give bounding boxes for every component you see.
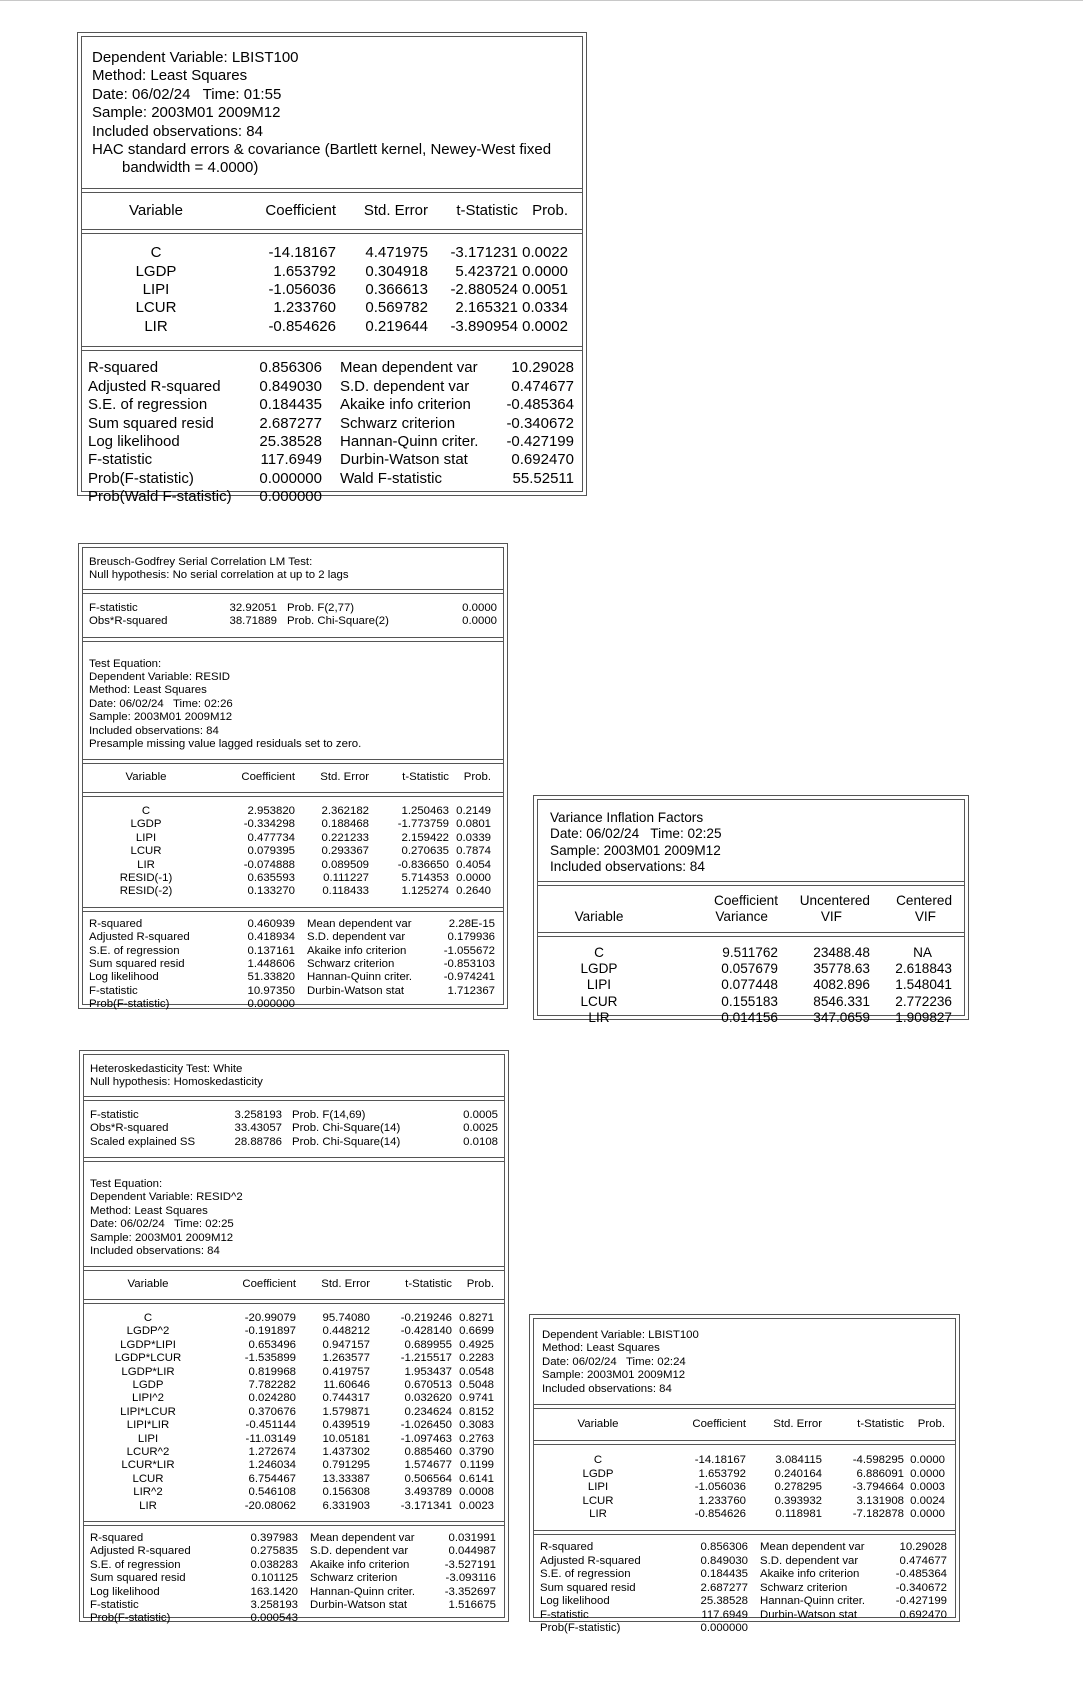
header-line: Date: 06/02/24 Time: 02:24: [542, 1355, 686, 1368]
column-header: Coefficient: [692, 1418, 746, 1431]
table-row: LIPI -1.056036 0.366613 -2.880524 0.0051: [142, 281, 568, 299]
stat-row: F-statistic 117.6949 Durbin-Watson stat 0.692470: [88, 451, 574, 469]
column-header: VIF: [820, 909, 842, 925]
table-row: C -14.18167 4.471975 -3.171231 0.0022: [150, 244, 568, 262]
header-line: Variance Inflation Factors: [550, 810, 704, 825]
table-row: LIPI 0.077448 4082.896 1.548041: [586, 977, 952, 993]
stat-row: Log likelihood 163.1420 Hannan-Quinn criter. -3.352697: [90, 1585, 496, 1598]
table-row: LGDP*LIPI 0.653496 0.947157 0.689955 0.4925: [120, 1338, 494, 1351]
header-line: Included observations: 84: [89, 724, 219, 737]
null-hypothesis: Null hypothesis: No serial correlation at up to 2 lags: [89, 569, 349, 582]
table-row: LCUR 0.155183 8546.331 2.772236: [580, 993, 952, 1009]
test-title: Breusch-Godfrey Serial Correlation LM Test:: [89, 556, 313, 568]
column-headers: [538, 893, 964, 926]
divider: [84, 1096, 504, 1101]
coefficient-table: [82, 244, 582, 336]
divider: [83, 907, 503, 912]
stat-row: Adjusted R-squared 0.849030 S.D. dependent var 0.474677: [88, 377, 574, 395]
header-line: Included observations: 84: [92, 122, 263, 140]
header-line: Date: 06/02/24 Time: 02:25: [550, 826, 722, 842]
null-hypothesis: Null hypothesis: Homoskedasticity: [90, 1076, 263, 1089]
stat-row: Prob(F-statistic) 0.000000: [89, 998, 295, 1011]
column-header: Coefficient: [242, 1278, 296, 1291]
column-header: Std. Error: [321, 1278, 370, 1291]
header-line: Test Equation:: [90, 1178, 163, 1191]
divider: [83, 792, 503, 797]
header-line: Dependent Variable: RESID^2: [90, 1191, 243, 1204]
column-header: Std. Error: [363, 201, 428, 219]
column-header: Variable: [577, 1418, 619, 1431]
stat-row: F-statistic 3.258193 Durbin-Watson stat 1.516675: [90, 1599, 496, 1611]
column-header: Prob.: [463, 771, 491, 784]
stat-row: Log likelihood 25.38528 Hannan-Quinn criter. -0.427199: [88, 432, 574, 450]
test-title: Heteroskedasticity Test: White: [90, 1063, 243, 1075]
coefficient-table: [534, 1454, 955, 1521]
divider: [534, 1440, 955, 1445]
main-regression-output: [77, 32, 587, 506]
header-line: Sample: 2003M01 2009M12: [90, 1231, 234, 1244]
divider: [82, 188, 582, 193]
divider: [534, 1404, 955, 1409]
table-row: LCUR 1.233760 0.393932 3.131908 0.0024: [582, 1494, 945, 1507]
header-line: Included observations: 84: [542, 1382, 672, 1395]
table-row: C -14.18167 3.084115 -4.598295 0.0000: [593, 1454, 945, 1467]
test-statistics: [84, 1109, 504, 1149]
stat-row: F-statistic 32.92051 Prob. F(2,77) 0.0000: [89, 601, 497, 614]
table-row: LIPI*LCUR 0.370676 1.579871 0.234624 0.8152: [120, 1405, 494, 1418]
table-row: LIPI^2 0.024280 0.744317 0.032620 0.9741: [132, 1392, 494, 1405]
stat-row: R-squared 0.460939 Mean dependent var 2.28E-15: [89, 917, 495, 930]
table-row: LIR -0.854626 0.219644 -3.890954 0.0002: [144, 317, 568, 335]
header-line: Included observations: 84: [90, 1245, 220, 1258]
column-header: Variable: [129, 201, 183, 219]
stat-row: Log likelihood 25.38528 Hannan-Quinn criter. -0.427199: [540, 1595, 947, 1608]
divider: [82, 229, 582, 234]
column-header: VIF: [914, 909, 936, 925]
stat-row: F-statistic 10.97350 Durbin-Watson stat 1.712367: [89, 984, 495, 997]
header-line: bandwidth = 4.0000): [122, 159, 259, 177]
column-header: Coefficient: [265, 201, 336, 219]
stat-row: Log likelihood 51.33820 Hannan-Quinn criter. -0.974241: [89, 971, 495, 984]
table-row: LIR^2 0.546108 0.156308 3.493789 0.0008: [133, 1486, 494, 1499]
table-row: C 2.953820 2.362182 1.250463 0.2149: [141, 804, 491, 817]
divider: [83, 589, 503, 594]
vif-table: [538, 945, 964, 1026]
variance-inflation-factors-output: [533, 795, 969, 1025]
column-header: Uncentered: [799, 893, 870, 909]
divider: [84, 1521, 504, 1526]
column-headers: [534, 1418, 955, 1431]
table-row: LGDP*LCUR -1.535899 1.263577 -1.215517 0.2283: [114, 1352, 494, 1365]
table-row: RESID(-1) 0.635593 0.111227 5.714353 0.0000: [119, 871, 491, 884]
table-row: LIR -0.074888 0.089509 -0.836650 0.4054: [137, 858, 491, 871]
coefficient-table: [84, 1312, 504, 1513]
divider: [82, 346, 582, 351]
table-row: LCUR^2 1.272674 1.437302 0.885460 0.3790: [126, 1445, 494, 1458]
column-header: t-Statistic: [402, 771, 449, 784]
column-header: t-Statistic: [456, 201, 518, 219]
stat-row: Sum squared resid 2.687277 Schwarz criterion -0.340672: [540, 1581, 947, 1594]
table-row: LIR -0.854626 0.118981 -7.182878 0.0000: [589, 1508, 945, 1521]
column-header: Prob.: [917, 1418, 945, 1431]
column-header: Prob.: [532, 201, 568, 219]
table-row: LCUR 0.079395 0.293367 0.270635 0.7874: [130, 845, 491, 858]
header-line: Sample: 2003M01 2009M12: [89, 711, 233, 724]
stat-row: S.E. of regression 0.184435 Akaike info criterion -0.485364: [88, 396, 574, 414]
table-row: LIPI*LIR -0.451144 0.439519 -1.026450 0.3083: [126, 1419, 494, 1432]
column-header: Coefficient: [241, 771, 295, 784]
column-header: Std. Error: [320, 771, 369, 784]
header-line: Date: 06/02/24 Time: 02:26: [89, 697, 233, 710]
header-line: Date: 06/02/24 Time: 02:25: [90, 1218, 234, 1231]
header-line: Presample missing value lagged residuals set to zero.: [89, 738, 362, 751]
column-header: Coefficient: [714, 893, 778, 909]
stat-row: Prob(Wald F-statistic) 0.000000: [88, 488, 322, 506]
table-row: LGDP 1.653792 0.304918 5.423721 0.0000: [135, 262, 568, 280]
stat-row: Adjusted R-squared 0.418934 S.D. dependent var 0.179936: [89, 931, 495, 944]
table-row: C -20.99079 95.74080 -0.219246 0.8271: [143, 1311, 494, 1324]
summary-statistics: [534, 1541, 955, 1635]
column-headers: [83, 771, 503, 784]
column-header: Variable: [574, 909, 624, 925]
stat-row: R-squared 0.856306 Mean dependent var 10.29028: [540, 1541, 947, 1554]
header-line: Method: Least Squares: [542, 1342, 660, 1355]
header-line: HAC standard errors & covariance (Bartlett kernel, Newey-West fixed: [92, 141, 552, 159]
stat-row: S.E. of regression 0.038283 Akaike info criterion -3.527191: [90, 1558, 496, 1571]
table-row: LIPI -11.03149 10.05181 -1.097463 0.2763: [137, 1432, 494, 1445]
stat-row: Prob(F-statistic) 0.000000 Wald F-statistic 55.52511: [88, 469, 574, 487]
top-divider: [0, 0, 1083, 1]
table-row: LGDP -0.334298 0.188468 -1.773759 0.0801: [130, 818, 491, 831]
stat-row: F-statistic 3.258193 Prob. F(14,69) 0.0005: [90, 1108, 498, 1121]
breusch-godfrey-test-output: [78, 543, 508, 1009]
ols-regression-output: [529, 1314, 960, 1634]
header-line: Sample: 2003M01 2009M12: [550, 842, 721, 858]
stat-row: Sum squared resid 2.687277 Schwarz criterion -0.340672: [88, 414, 574, 432]
column-header: Std. Error: [773, 1418, 822, 1431]
table-row: LCUR 1.233760 0.569782 2.165321 0.0334: [135, 299, 568, 317]
header-line: Included observations: 84: [550, 858, 705, 874]
header-line: Dependent Variable: LBIST100: [92, 49, 299, 66]
column-header: t-Statistic: [857, 1418, 904, 1431]
column-headers: [84, 1278, 504, 1291]
divider: [84, 1299, 504, 1304]
summary-statistics: [82, 359, 582, 506]
summary-statistics: [84, 1532, 504, 1626]
divider: [83, 759, 503, 764]
table-row: LGDP 7.782282 11.60646 0.670513 0.5048: [132, 1378, 494, 1391]
stat-row: R-squared 0.856306 Mean dependent var 10.29028: [88, 359, 574, 377]
stat-row: Obs*R-squared 38.71889 Prob. Chi-Square(2) 0.0000: [89, 615, 497, 628]
table-row: LIPI -1.056036 0.278295 -3.794664 0.0003: [587, 1481, 945, 1494]
column-header: Variable: [127, 1278, 169, 1291]
divider: [534, 1530, 955, 1535]
stat-row: Adjusted R-squared 0.275835 S.D. dependent var 0.044987: [90, 1545, 496, 1558]
header-line: Method: Least Squares: [92, 67, 248, 85]
header-line: Dependent Variable: RESID: [89, 671, 230, 684]
stat-row: F-statistic 117.6949 Durbin-Watson stat 0.692470: [540, 1608, 947, 1621]
stat-row: Obs*R-squared 33.43057 Prob. Chi-Square(14) 0.0025: [90, 1122, 498, 1135]
header-line: Test Equation:: [89, 657, 162, 670]
summary-statistics: [83, 918, 503, 1012]
column-header: Variance: [715, 909, 768, 925]
stat-row: S.E. of regression 0.184435 Akaike info criterion -0.485364: [540, 1568, 947, 1581]
column-header: t-Statistic: [405, 1278, 452, 1291]
header-line: Dependent Variable: LBIST100: [542, 1329, 699, 1341]
stat-row: Sum squared resid 1.448606 Schwarz criterion -0.853103: [89, 957, 495, 970]
table-row: LIR -20.08062 6.331903 -3.171341 0.0023: [139, 1499, 494, 1512]
table-row: LGDP 1.653792 0.240164 6.886091 0.0000: [582, 1467, 945, 1480]
table-row: LCUR*LIR 1.246034 0.791295 1.574677 0.1199: [121, 1459, 494, 1472]
header-line: Sample: 2003M01 2009M12: [92, 104, 281, 122]
column-header: Variable: [125, 771, 167, 784]
test-statistics: [83, 602, 503, 629]
table-row: LGDP 0.057679 35778.63 2.618843: [580, 961, 952, 977]
table-row: C 9.511762 23488.48 NA: [594, 944, 932, 960]
column-header: Centered: [896, 893, 952, 909]
table-row: LCUR 6.754467 13.33387 0.506564 0.6141: [132, 1472, 494, 1485]
header-line: Date: 06/02/24 Time: 01:55: [92, 85, 282, 103]
header-line: Sample: 2003M01 2009M12: [542, 1369, 686, 1382]
stat-row: Prob(F-statistic) 0.000000: [540, 1621, 748, 1634]
table-row: LGDP^2 -0.191897 0.448212 -0.428140 0.6699: [126, 1325, 494, 1338]
coefficient-table: [83, 805, 503, 899]
table-row: LIR 0.014156 347.0659 1.909827: [588, 1009, 952, 1025]
stat-row: S.E. of regression 0.137161 Akaike info criterion -1.055672: [89, 944, 495, 957]
stat-row: Prob(F-statistic) 0.000543: [90, 1612, 298, 1625]
column-header: Prob.: [466, 1278, 494, 1291]
header-line: Method: Least Squares: [90, 1204, 208, 1217]
divider: [538, 881, 964, 886]
table-row: LGDP*LIR 0.819968 0.419757 1.953437 0.0548: [121, 1365, 494, 1378]
stat-row: R-squared 0.397983 Mean dependent var 0.031991: [90, 1531, 496, 1544]
white-heteroskedasticity-test-output: [79, 1050, 509, 1625]
column-headers: [82, 202, 582, 220]
stat-row: Sum squared resid 0.101125 Schwarz criterion -3.093116: [90, 1572, 496, 1585]
divider: [538, 932, 964, 937]
header-line: Method: Least Squares: [89, 684, 207, 697]
divider: [84, 1266, 504, 1271]
table-row: RESID(-2) 0.133270 0.118433 1.125274 0.2640: [119, 885, 491, 898]
stat-row: Adjusted R-squared 0.849030 S.D. dependent var 0.474677: [540, 1554, 947, 1567]
table-row: LIPI 0.477734 0.221233 2.159422 0.0339: [135, 831, 491, 844]
stat-row: Scaled explained SS 28.88786 Prob. Chi-Square(14) 0.0108: [90, 1135, 498, 1148]
